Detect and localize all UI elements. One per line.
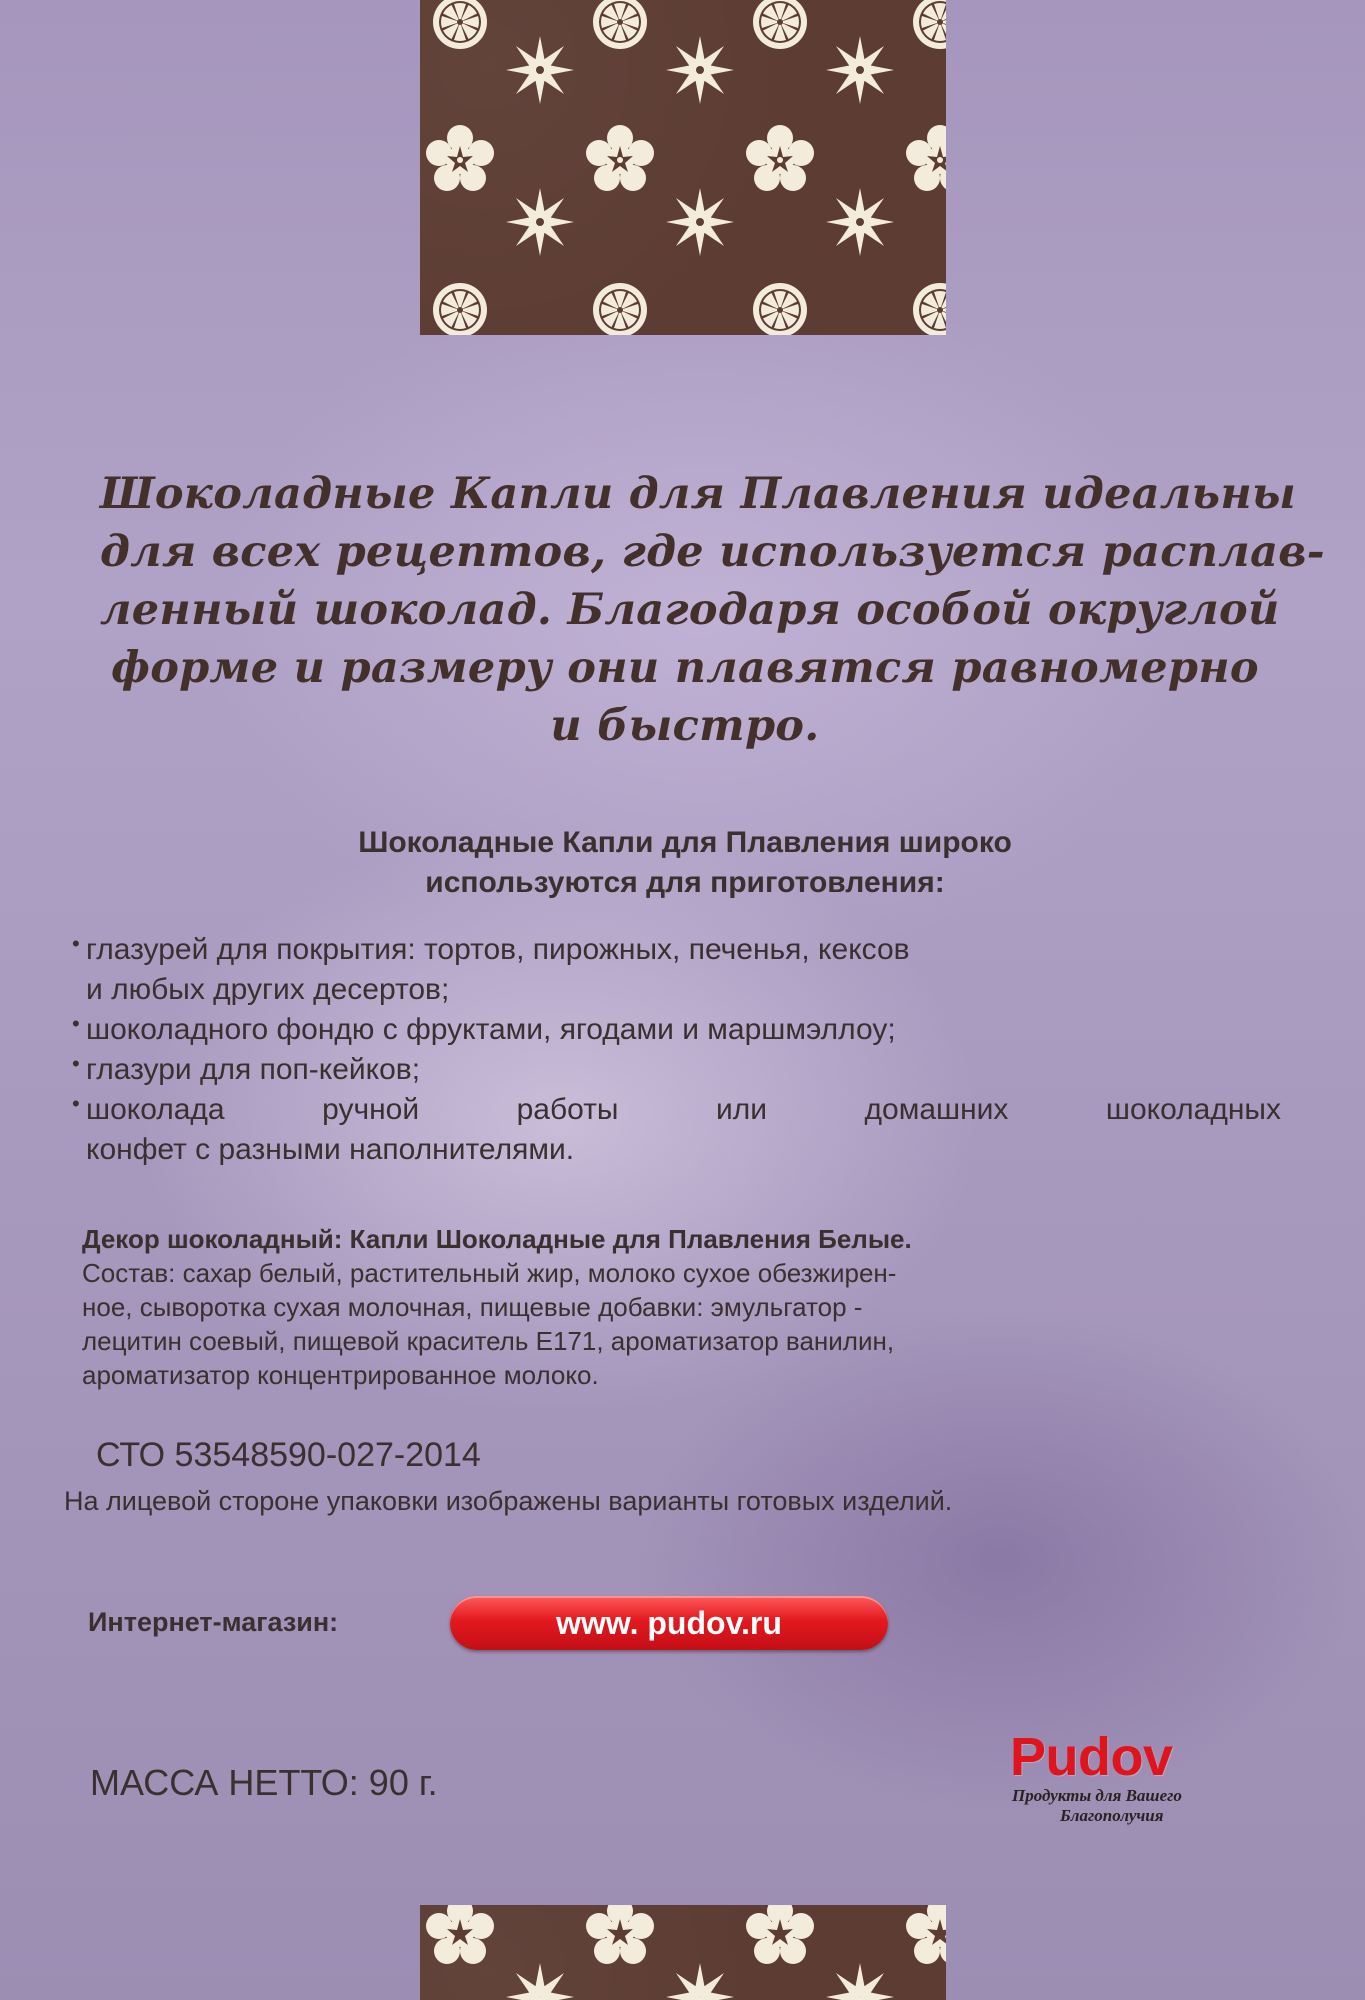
intro-line: форме и размеру они плавятся равномерно (111, 643, 1259, 693)
list-item-line: глазурей для покрытия: тортов, пирожных, печенья, кексов (86, 933, 910, 966)
uses-heading-line: Шоколадные Капли для Плавления широко (358, 826, 1012, 859)
brand-tagline-line: Продукты для Вашего (1012, 1786, 1182, 1805)
intro-paragraph (100, 465, 1325, 755)
intro-line: Шоколадные Капли для Плавления идеальны (100, 469, 1297, 519)
list-item (72, 930, 1292, 1010)
ornament-pattern-graphic (420, 0, 946, 335)
bullet-icon: • (72, 931, 80, 956)
intro-line: ленный шоколад. Благодаря особой округлой (100, 585, 1280, 635)
uses-list (72, 930, 1292, 1170)
list-item-line: шоколада ручной работы или домашних шоколадных (86, 1093, 1281, 1126)
net-mass: МАССА НЕТТО: 90 г. (90, 1762, 438, 1803)
brand-logo (1010, 1728, 1240, 1826)
ingredients-line: ное, сыворотка сухая молочная, пищевые добавки: эмульгатор - (82, 1292, 863, 1322)
brand-name: Pudov (1010, 1727, 1173, 1787)
uses-heading-line: используются для приготовления: (425, 866, 945, 899)
list-item (72, 1090, 1292, 1170)
ornament-pattern-bottom (420, 1905, 946, 2000)
online-shop-label: Интернет-магазин: (88, 1607, 339, 1637)
ornament-pattern-top (420, 0, 946, 335)
ingredients-line: ароматизатор концентрированное молоко. (82, 1360, 599, 1390)
website-link-button[interactable]: www. pudov.ru (450, 1596, 888, 1650)
list-item-line: и любых других десертов; (86, 973, 450, 1006)
brand-tagline-line: Благополучия (1060, 1806, 1164, 1825)
ornament-pattern-graphic (420, 1905, 946, 2000)
intro-line: для всех рецептов, где используется расплав- (100, 527, 1325, 577)
list-item-line: конфет с разными наполнителями. (86, 1133, 575, 1166)
packaging-note: На лицевой стороне упаковки изображены варианты готовых изделий. (64, 1486, 953, 1516)
list-item-line: глазури для поп-кейков; (86, 1053, 421, 1086)
composition-block (82, 1222, 1282, 1392)
intro-line: и быстро. (550, 701, 820, 751)
uses-heading (180, 823, 1190, 903)
ingredients-line: лецитин соевый, пищевой краситель Е171, ароматизатор ванилин, (82, 1326, 895, 1356)
bullet-icon: • (72, 1011, 80, 1036)
list-item (72, 1050, 1292, 1090)
ingredients-text (82, 1256, 1282, 1392)
product-name: Декор шоколадный: Капли Шоколадные для Плавления Белые. (82, 1224, 912, 1254)
bullet-icon: • (72, 1051, 80, 1076)
ingredients-line: Состав: сахар белый, растительный жир, молоко сухое обезжирен- (82, 1258, 897, 1288)
bullet-icon: • (72, 1091, 80, 1116)
brand-tagline (1012, 1786, 1240, 1826)
standard-code: СТО 53548590-027-2014 (96, 1436, 481, 1474)
list-item (72, 1010, 1292, 1050)
list-item-line: шоколадного фондю с фруктами, ягодами и маршмэллоу; (86, 1013, 896, 1046)
